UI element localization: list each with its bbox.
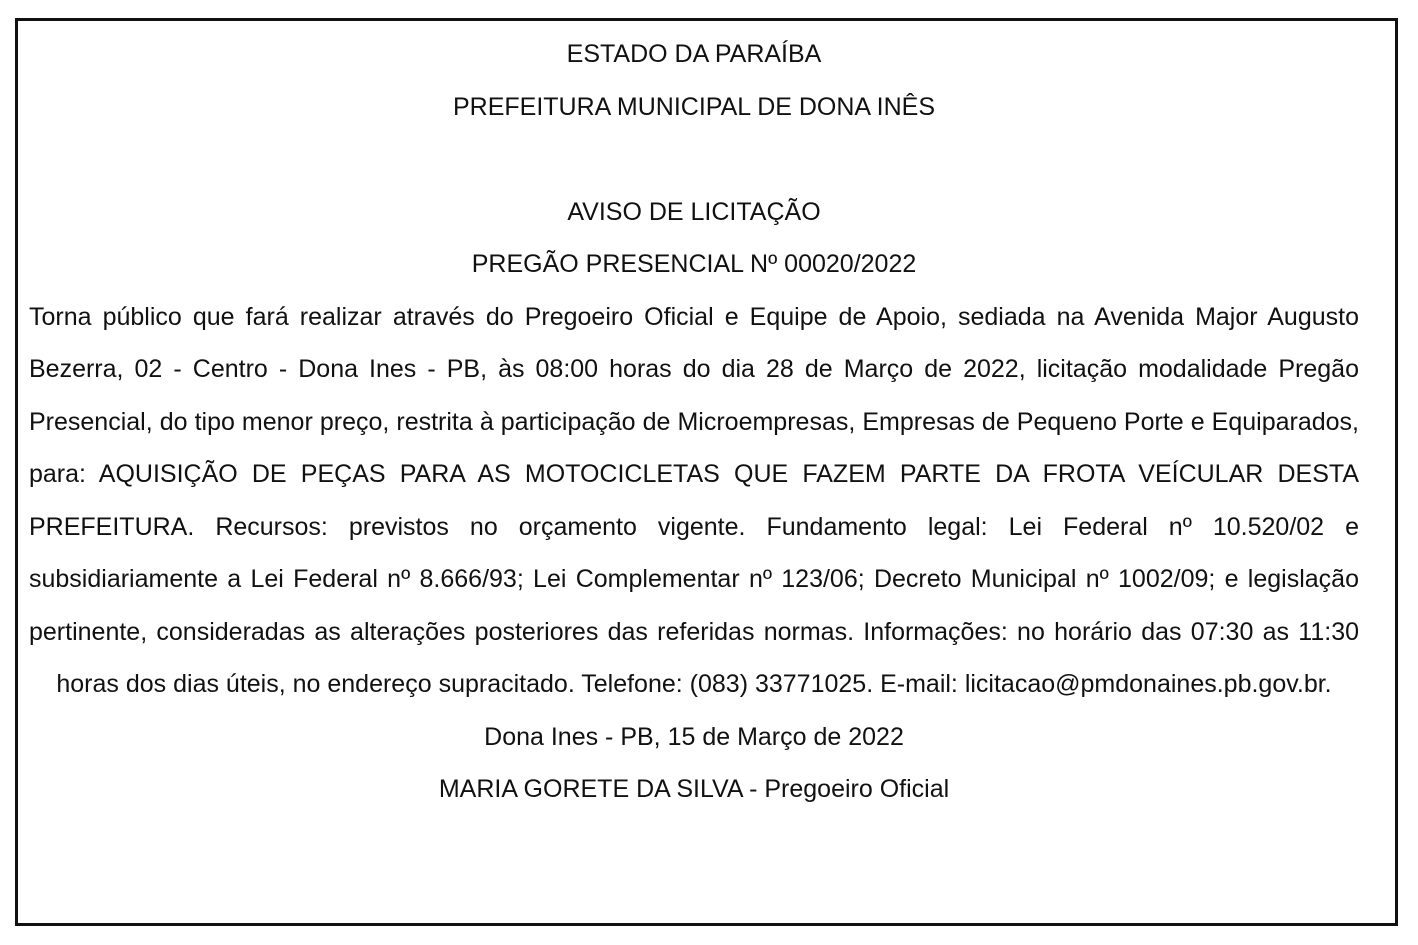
notice-title: AVISO DE LICITAÇÃO	[567, 197, 821, 226]
blank-line	[29, 133, 1359, 186]
notice-content	[29, 28, 1359, 816]
state-heading: ESTADO DA PARAÍBA	[566, 40, 822, 68]
date-place: Dona Ines - PB, 15 de Março de 2022	[484, 722, 904, 751]
municipality-heading: PREFEITURA MUNICIPAL DE DONA INÊS	[452, 92, 936, 121]
procedure-number: PREGÃO PRESENCIAL Nº 00020/2022	[471, 250, 917, 278]
notice-body: Torna público que fará realizar através do Pregoeiro Oficial e Equipe de Apoio, sediada na Avenida Major Augusto Bezerra, 02 - Centro - Dona Ines - PB, às 08:00 horas do dia 28 de Março de 2022, licitação modalidade Pregão Presencial, do tipo menor preço, restrita à participação de Microempresas, Empresas de Pequeno Porte e Equiparados, para: AQUISIÇÃO DE PEÇAS PARA AS MOTOCICLETAS QUE FAZEM PARTE DA FROTA VEÍCULAR DESTA PREFEITURA. Recursos: previstos no orçamento vigente. Fundamento legal: Lei Federal nº 10.520/02 e subsidiariamente a Lei Federal nº 8.666/93; Lei Complementar nº 123/06; Decreto Municipal nº 1002/09; e legislação pertinente, consideradas as alterações posteriores das referidas normas. Informações: no horário das 07:30 as 11:30 horas dos dias úteis, no endereço supracitado. Telefone: (083) 33771025. E-mail: licitacao@pmdonaines.pb.gov.br.	[29, 302, 1359, 698]
signature: MARIA GORETE DA SILVA - Pregoeiro Oficial	[438, 775, 950, 803]
